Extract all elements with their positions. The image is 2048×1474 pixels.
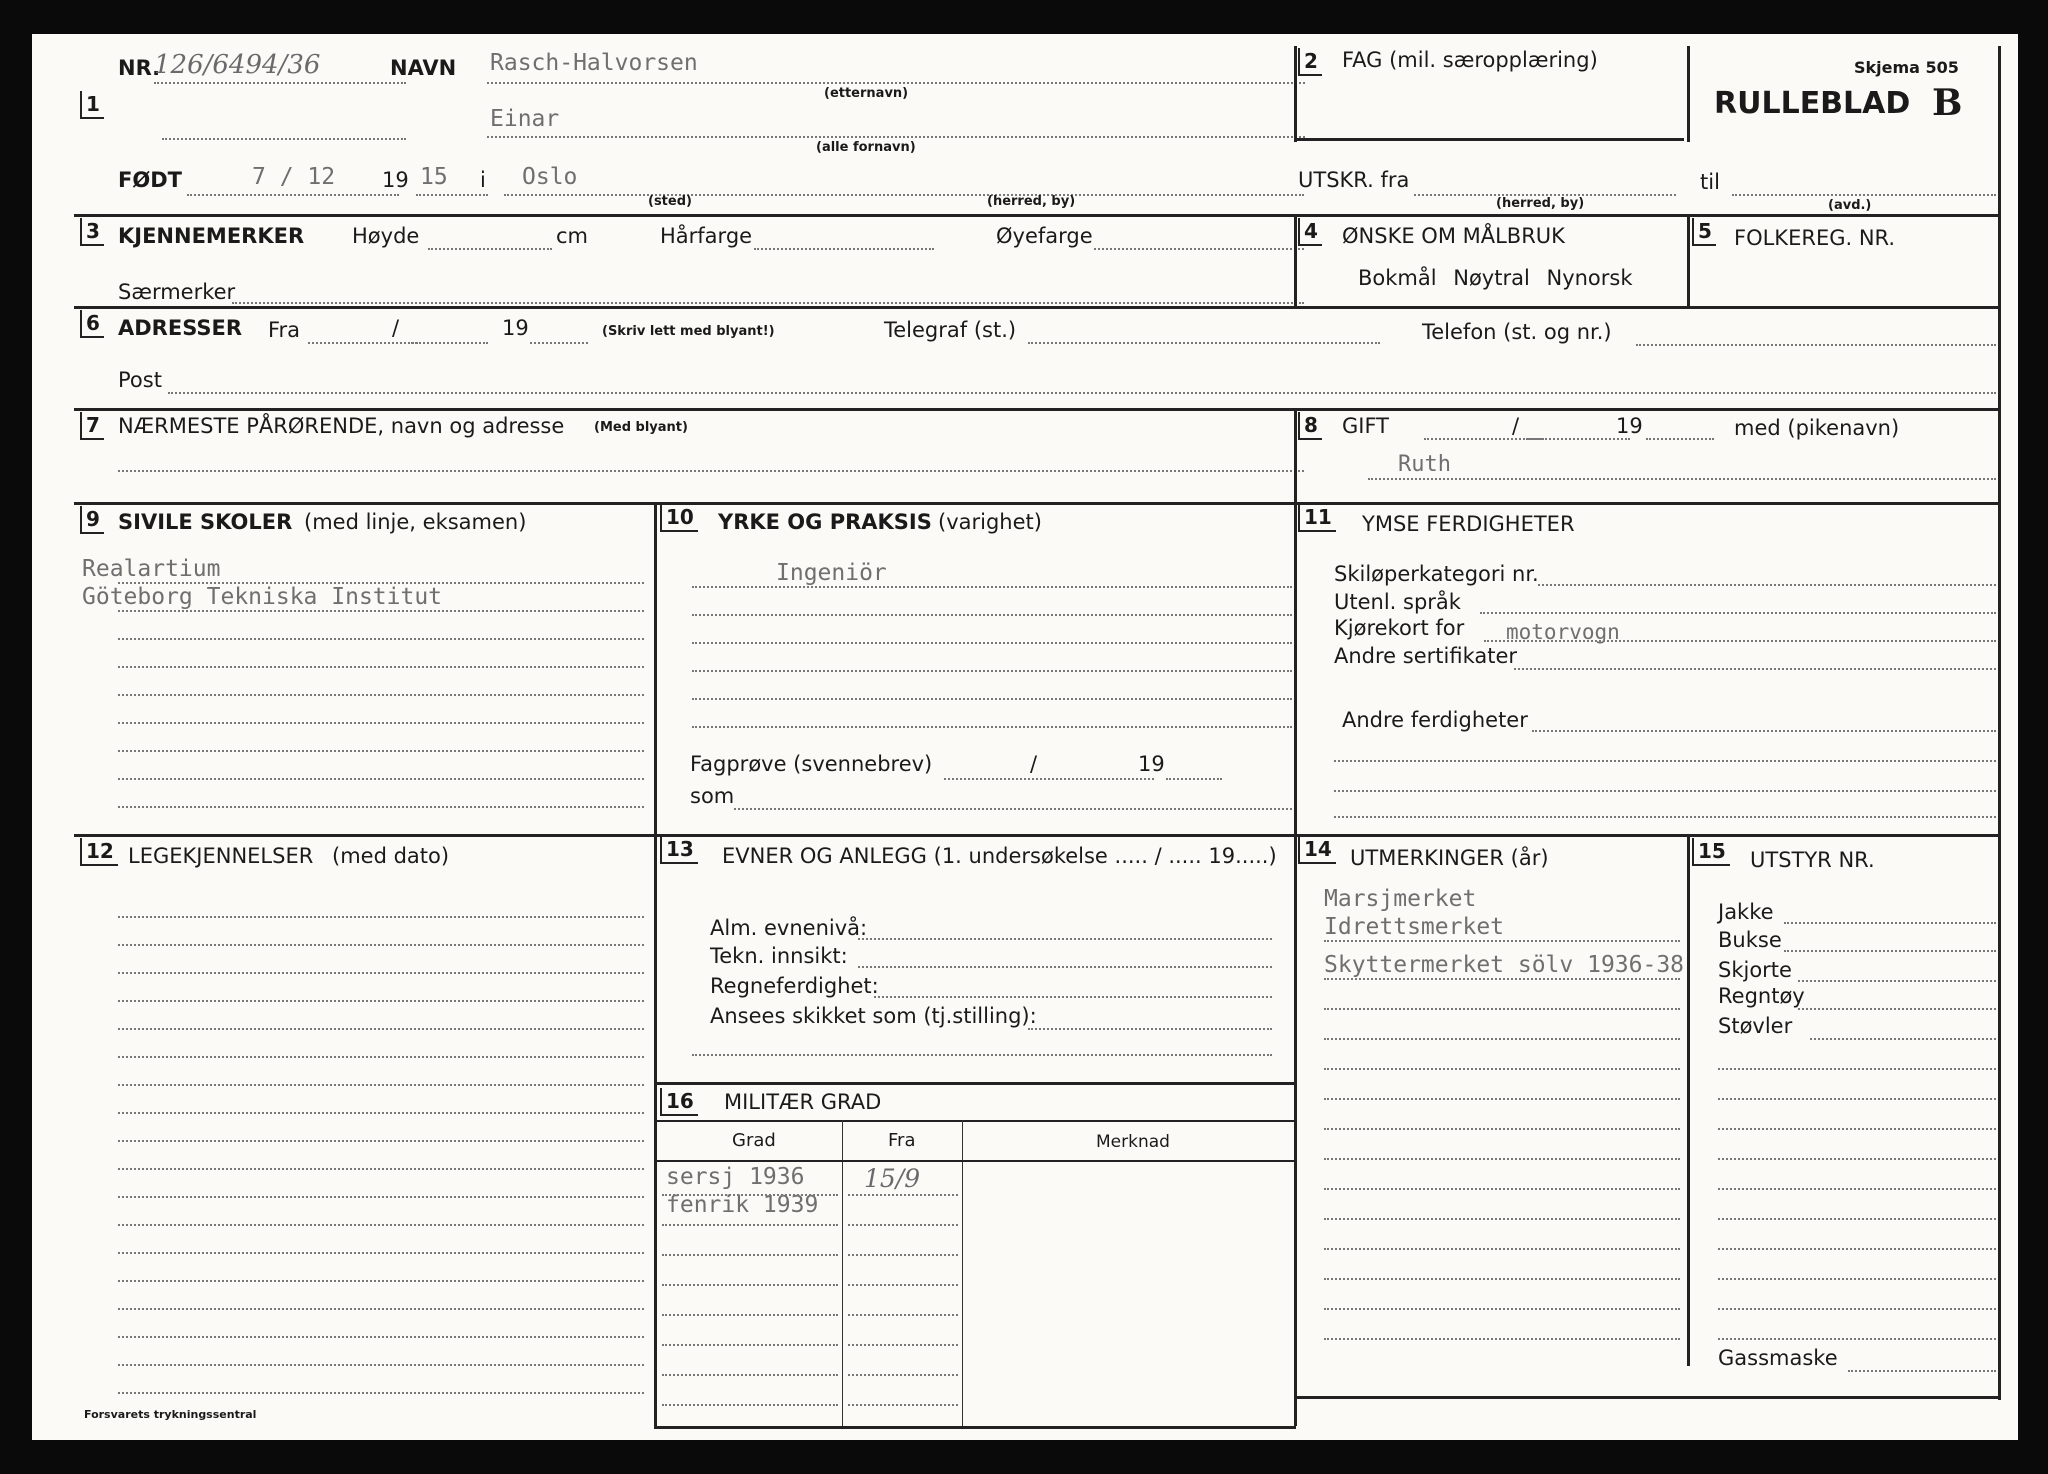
- herred-caption: (herred, by): [987, 194, 1076, 209]
- section-number-12: 12: [80, 838, 118, 866]
- sivile-skoler-label: SIVILE SKOLER: [118, 510, 293, 534]
- legekjennelser-sub: (med dato): [332, 844, 450, 868]
- parorende-note: (Med blyant): [594, 420, 688, 435]
- nr-label: NR.: [118, 56, 161, 80]
- harfarge-label: Hårfarge: [660, 224, 753, 248]
- malbruk-options: Bokmål Nøytral Nynorsk: [1358, 266, 1633, 290]
- utskr-caption: (herred, by): [1496, 196, 1585, 211]
- col-fra-header: Fra: [888, 1130, 916, 1151]
- fagprove-century: 19: [1138, 752, 1165, 776]
- section-number-3: 3: [80, 218, 104, 246]
- saermerker-label: Særmerker: [118, 280, 236, 304]
- legekjennelser-label: LEGEKJENNELSER: [128, 844, 314, 868]
- section-number-16: 16: [660, 1088, 698, 1116]
- firstname-value: Einar: [490, 106, 560, 132]
- surname-value: Rasch-Halvorsen: [490, 50, 698, 76]
- sivile-skoler-sub: (med linje, eksamen): [304, 510, 527, 534]
- utstyr-jakke: Jakke: [1718, 900, 1774, 924]
- century-label: 19: [382, 168, 409, 192]
- grad-row1-grad: sersj 1936: [666, 1164, 805, 1190]
- rulleblad-card: [32, 34, 2018, 1440]
- utstyr-gassmaske: Gassmaske: [1718, 1346, 1838, 1370]
- post-label: Post: [118, 368, 162, 392]
- ymse-label: YMSE FERDIGHETER: [1362, 512, 1575, 536]
- yrke-sub: (varighet): [938, 510, 1042, 534]
- school-entry-1: Realartium: [82, 556, 221, 582]
- utskr-label: UTSKR. fra: [1298, 168, 1410, 192]
- navn-label: NAVN: [390, 56, 457, 80]
- col-grad-header: Grad: [732, 1130, 776, 1151]
- utstyr-bukse: Bukse: [1718, 928, 1782, 952]
- section-number-6: 6: [80, 310, 104, 338]
- ansees-label: Ansees skikket som (tj.stilling):: [710, 1004, 1037, 1028]
- til-label: til: [1700, 170, 1720, 194]
- section-number-2: 2: [1298, 48, 1322, 76]
- section-number-9: 9: [80, 506, 104, 534]
- adresser-label: ADRESSER: [118, 316, 243, 340]
- form-title: RULLEBLAD: [1714, 86, 1911, 121]
- section-number-11: 11: [1298, 504, 1336, 532]
- grad-row2-grad: fenrik 1939: [666, 1192, 819, 1218]
- fag-label: FAG (mil. særopplæring): [1342, 48, 1598, 72]
- telefon-label: Telefon (st. og nr.): [1422, 320, 1612, 344]
- i-label: i: [480, 168, 486, 192]
- telegraf-label: Telegraf (st.): [884, 318, 1017, 342]
- avd-caption: (avd.): [1828, 198, 1872, 213]
- section-number-7: 7: [80, 412, 104, 440]
- alm-label: Alm. evnenivå:: [710, 916, 868, 940]
- malbruk-label: ØNSKE OM MÅLBRUK: [1342, 224, 1565, 248]
- form-title-letter: B: [1932, 82, 1963, 124]
- yrke-label: YRKE OG PRAKSIS: [718, 510, 932, 534]
- ski-label: Skiløperkategori nr.: [1334, 562, 1539, 586]
- fagprove-slash: /: [1030, 752, 1038, 776]
- utstyr-regntoy: Regntøy: [1718, 984, 1805, 1008]
- hoyde-label: Høyde: [352, 224, 420, 248]
- etternavn-caption: (etternavn): [824, 86, 909, 101]
- regne-label: Regneferdighet:: [710, 974, 879, 998]
- cm-label: cm: [556, 224, 589, 248]
- section-number-4: 4: [1298, 218, 1322, 246]
- col-merknad-header: Merknad: [1096, 1132, 1170, 1152]
- oyefarge-label: Øyefarge: [996, 224, 1093, 248]
- printer-footer: Forsvarets trykningssentral: [84, 1408, 257, 1421]
- tekn-label: Tekn. innsikt:: [710, 944, 848, 968]
- section-number-13: 13: [660, 836, 698, 864]
- nr-value: 126/6494/36: [154, 50, 321, 80]
- utstyr-skjorte: Skjorte: [1718, 958, 1792, 982]
- section-number-15: 15: [1692, 838, 1730, 866]
- grad-row1-fra: 15/9: [864, 1164, 921, 1193]
- section-number-14: 14: [1298, 836, 1336, 864]
- school-entry-2: Göteborg Tekniska Institut: [82, 584, 443, 610]
- som-label: som: [690, 784, 735, 808]
- fagprove-label: Fagprøve (svennebrev): [690, 752, 933, 776]
- andre-ferdigheter-label: Andre ferdigheter: [1342, 708, 1528, 732]
- adresser-fra: Fra: [268, 318, 301, 342]
- yrke-entry: Ingeniör: [776, 560, 887, 586]
- gift-label: GIFT: [1342, 414, 1390, 438]
- section-number-5: 5: [1692, 218, 1716, 246]
- evner-label: EVNER OG ANLEGG (1. undersøkelse ..... / ..... 19.....): [722, 844, 1277, 868]
- section-number-10: 10: [660, 504, 698, 532]
- adresser-century: 19: [502, 316, 529, 340]
- skjema-label: Skjema 505: [1854, 58, 1959, 77]
- kjorekort-value: motorvogn: [1506, 620, 1620, 644]
- fornavn-caption: (alle fornavn): [816, 140, 916, 155]
- utmerking-2: Idrettsmerket: [1324, 914, 1505, 940]
- utstyr-stovler: Støvler: [1718, 1014, 1793, 1038]
- utmerkinger-label: UTMERKINGER (år): [1350, 846, 1549, 870]
- birth-year: 15: [420, 164, 448, 190]
- birth-place: Oslo: [522, 164, 578, 190]
- kjorekort-label: Kjørekort for: [1334, 616, 1465, 640]
- sted-caption: (sted): [648, 194, 692, 209]
- adresser-slash: /: [392, 316, 400, 340]
- utmerking-1: Marsjmerket: [1324, 886, 1477, 912]
- birth-day-month: 7 / 12: [252, 164, 336, 190]
- section-number-8: 8: [1298, 412, 1322, 440]
- adresser-note: (Skriv lett med blyant!): [602, 324, 775, 339]
- parorende-label: NÆRMESTE PÅRØRENDE, navn og adresse: [118, 414, 565, 438]
- militaer-grad-label: MILITÆR GRAD: [724, 1090, 882, 1114]
- fodt-label: FØDT: [118, 168, 182, 192]
- folkereg-label: FOLKEREG. NR.: [1734, 226, 1896, 250]
- kjennemerker-label: KJENNEMERKER: [118, 224, 305, 248]
- sertifikater-label: Andre sertifikater: [1334, 644, 1518, 668]
- spouse-name: Ruth: [1398, 452, 1451, 477]
- gift-med-label: med (pikenavn): [1734, 416, 1900, 440]
- gift-slash: /: [1512, 414, 1520, 438]
- gift-century: 19: [1616, 414, 1643, 438]
- sprak-label: Utenl. språk: [1334, 590, 1461, 614]
- section-number-1: 1: [80, 91, 104, 119]
- utmerking-3: Skyttermerket sölv 1936-38: [1324, 952, 1685, 978]
- utstyr-label: UTSTYR NR.: [1750, 848, 1875, 872]
